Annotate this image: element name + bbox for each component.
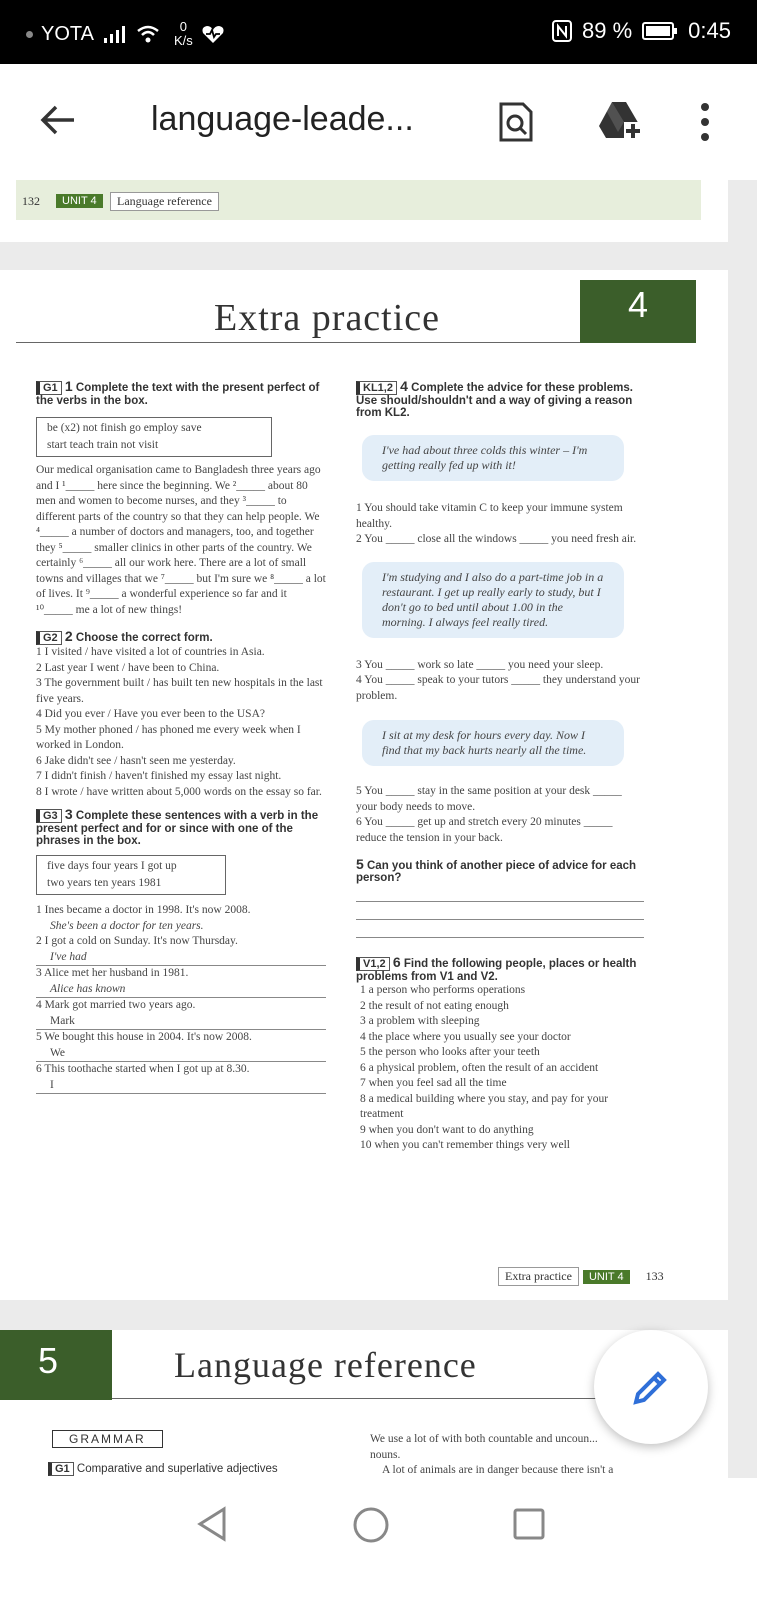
answer-line (356, 920, 644, 938)
list-item: 2 Last year I went / have been to China. (36, 661, 220, 674)
page-132 (0, 180, 728, 242)
word-box-1: be (x2) not finish go employ save start teach train not visit (36, 417, 272, 457)
speech-bubble: I'm studying and I also do a part-time job in a restaurant. I get up really early to study, but I don't go to bed until about 1.00 in the morning. I always feel really tired. (362, 562, 624, 638)
list-item: 4 the place where you usually see your doctor (360, 1030, 571, 1043)
section-label: Language reference (110, 192, 219, 211)
exercise-1-heading: G1 1 Complete the text with the present perfect of the verbs in the box. (36, 378, 320, 407)
nfc-icon (552, 20, 572, 42)
document-title: language-leade... (151, 100, 414, 138)
grammar-label: GRAMMAR (52, 1430, 163, 1448)
list-item: 6 You _____ get up and stretch every 20 minutes _____ reduce the tension in your back. (356, 816, 613, 844)
footer-page-number: 133 (645, 1269, 664, 1283)
pencil-icon (630, 1368, 670, 1408)
back-nav-icon[interactable] (196, 1506, 228, 1542)
list-item: 5 My mother phoned / has phoned me every week when I worked in London. (36, 723, 301, 751)
back-arrow-icon[interactable] (38, 100, 78, 140)
page-title: Extra practice (214, 297, 441, 339)
list-item: 8 I wrote / have written about 5,000 words on the essay so far. (36, 785, 322, 798)
exercise-6-heading: V1,2 6 Find the following people, places or health problems from V1 and V2. (356, 954, 637, 983)
list-item: 2 the result of not eating enough (360, 999, 509, 1012)
exercise-6-list (356, 983, 644, 1154)
left-column (36, 378, 326, 1094)
app-bar (0, 64, 757, 180)
right-column (356, 378, 644, 1154)
page-title: Language reference (174, 1345, 477, 1385)
list-item: 9 when you don't want to do anything (360, 1123, 534, 1136)
exercise-5-heading: 5 Can you think of another piece of advice for each person? (356, 856, 637, 884)
list-item: 4 You _____ speak to your tutors _____ they understand your problem. (356, 674, 640, 702)
footer-section: Extra practice (498, 1267, 579, 1286)
list-item: 5 the person who looks after your teeth (360, 1046, 540, 1058)
unit-number: 5 (38, 1340, 59, 1381)
unit-number: 4 (627, 284, 649, 325)
clock: 0:45 (688, 18, 731, 43)
battery-icon (642, 21, 678, 41)
list-item: 8 a medical building where you stay, and pay for your treatment (360, 1092, 609, 1120)
list-item: 5 We bought this house in 2004. It's now 2008. (36, 1031, 252, 1043)
page-133 (0, 270, 728, 1300)
answer-line: She's been a doctor for ten years. (50, 919, 204, 932)
list-item: 1 a person who performs operations (360, 984, 526, 996)
list-item: 4 Did you ever / Have you ever been to the USA? (36, 708, 265, 720)
speech-bubble: I've had about three colds this winter – I'm getting really fed up with it! (362, 435, 624, 481)
add-to-drive-icon[interactable] (598, 100, 644, 140)
word-box-2: five days four years I got up two years ten years 1981 (36, 855, 226, 895)
answer-line: Alice has known (36, 982, 326, 999)
list-item: 1 Ines became a doctor in 1998. It's now 2008. (36, 904, 251, 916)
unit-banner (580, 280, 696, 343)
list-item: 1 I visited / have visited a lot of countries in Asia. (36, 646, 265, 658)
footer-unit: UNIT 4 (583, 1270, 630, 1284)
answer-line: We (36, 1046, 326, 1063)
list-item: 4 Mark got married two years ago. (36, 999, 196, 1011)
signal-icon (102, 24, 128, 44)
answer-line (356, 884, 644, 902)
exercise-3-list (36, 903, 326, 1094)
answer-line: I (36, 1078, 326, 1095)
find-in-document-icon[interactable] (499, 102, 533, 142)
advice-list (356, 501, 644, 548)
list-item: 3 The government built / has built ten new hospitals in the last five years. (36, 677, 323, 705)
network-speed: 0 K/s (173, 19, 193, 48)
list-item: 3 Alice met her husband in 1981. (36, 967, 189, 979)
list-item: 1 You should take vitamin C to keep your immune system healthy. (356, 502, 623, 530)
list-item: 3 You _____ work so late _____ you need your sleep. (356, 658, 604, 671)
notification-dot (26, 31, 33, 38)
more-options-icon[interactable] (700, 102, 710, 142)
right-text: We use a lot of with both countable and uncoun... nouns. A lot of animals are in danger because there isn't a (370, 1433, 614, 1476)
edit-fab[interactable] (594, 1330, 708, 1444)
answer-line: I've had (36, 950, 326, 967)
speech-bubble: I sit at my desk for hours every day. Now I find that my back hurts nearly all the time. (362, 720, 624, 766)
heart-icon (201, 24, 225, 44)
list-item: 10 when you can't remember things very well (360, 1139, 570, 1151)
home-nav-icon[interactable] (352, 1506, 390, 1544)
pdf-viewer[interactable] (0, 180, 757, 1510)
unit-banner (0, 1330, 112, 1400)
answer-line (356, 902, 644, 920)
page-footer (498, 1267, 664, 1286)
section-heading: G1 Comparative and superlative adjectives (48, 1462, 278, 1476)
answer-line: Mark (36, 1014, 326, 1031)
list-item: 5 You _____ stay in the same position at your desk _____ your body needs to move. (356, 785, 622, 813)
carrier-label: YOTA (41, 22, 94, 45)
battery-percent: 89 % (582, 18, 633, 43)
navigation-bar (0, 1478, 757, 1600)
unit-badge: UNIT 4 (56, 194, 103, 208)
status-bar (0, 0, 757, 64)
page-number: 132 (22, 194, 40, 208)
list-item: 7 when you feel sad all the time (360, 1077, 507, 1089)
list-item: 2 I got a cold on Sunday. It's now Thursday. (36, 935, 238, 947)
exercise-3-heading: G3 3 Complete these sentences with a verb in the present perfect and for or since with one of the phrases in the box. (36, 806, 319, 847)
list-item: 2 You _____ close all the windows _____ you need fresh air. (356, 533, 637, 545)
exercise-2-heading: G2 2 Choose the correct form. (36, 628, 326, 645)
exercise-2-list (36, 645, 326, 800)
wifi-icon (136, 24, 160, 44)
advice-list (356, 658, 644, 705)
recents-nav-icon[interactable] (512, 1507, 546, 1541)
list-item: 6 Jake didn't see / hasn't seen me yesterday. (36, 754, 236, 767)
list-item: 7 I didn't finish / haven't finished my essay last night. (36, 770, 282, 782)
list-item: 3 a problem with sleeping (360, 1015, 480, 1027)
list-item: 6 This toothache started when I got up at 8.30. (36, 1063, 250, 1075)
exercise-1-text: Our medical organisation came to Bangladesh three years ago and I ¹_____ here since the beginning. We ²_____ about 80 men and women to become nurses, and they ³_____ to different parts of the country so that they can help people. We ⁴_____ a number of doctors and managers, too, and together they ⁵_____ smaller clinics in other parts of the country. We certainly ⁶_____ all our work here. There are a lot of small towns and villages that we ⁷_____ but I'm sure we ⁸_____ a lot of lives. It ⁹_____ a wonderful experience so far and it ¹⁰_____ me a lot of new things! (36, 464, 326, 616)
list-item: 6 a physical problem, often the result of an accident (360, 1061, 599, 1074)
exercise-4-heading: KL1,2 4 Complete the advice for these problems. Use should/shouldn't and a way of giving a reason from KL2. (356, 378, 633, 419)
advice-list (356, 784, 644, 846)
